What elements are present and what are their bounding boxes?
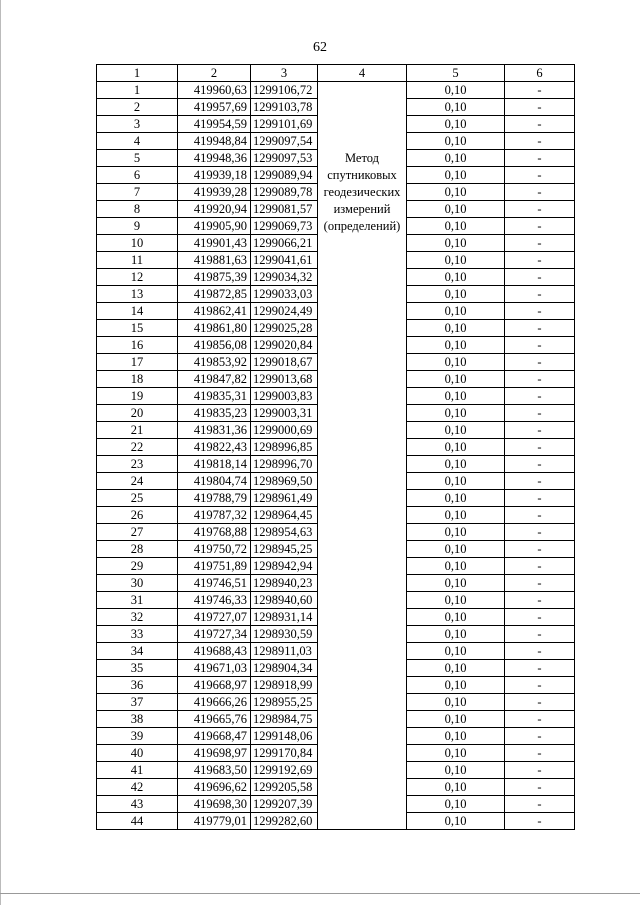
accuracy-cell: 0,10 [407, 133, 505, 150]
note-cell: - [505, 235, 575, 252]
accuracy-cell: 0,10 [407, 184, 505, 201]
accuracy-cell: 0,10 [407, 813, 505, 830]
accuracy-cell: 0,10 [407, 558, 505, 575]
point-number-cell: 42 [97, 779, 178, 796]
coordinates-table [96, 64, 575, 830]
point-number-cell: 25 [97, 490, 178, 507]
x-coordinate-cell: 419954,59 [178, 116, 251, 133]
y-coordinate-cell: 1299103,78 [251, 99, 318, 116]
note-cell: - [505, 762, 575, 779]
accuracy-cell: 0,10 [407, 150, 505, 167]
accuracy-cell: 0,10 [407, 490, 505, 507]
accuracy-cell: 0,10 [407, 320, 505, 337]
point-number-cell: 40 [97, 745, 178, 762]
x-coordinate-cell: 419666,26 [178, 694, 251, 711]
y-coordinate-cell: 1299089,78 [251, 184, 318, 201]
point-number-cell: 36 [97, 677, 178, 694]
header-cell-3: 3 [251, 65, 318, 82]
y-coordinate-cell: 1299041,61 [251, 252, 318, 269]
point-number-cell: 16 [97, 337, 178, 354]
accuracy-cell: 0,10 [407, 779, 505, 796]
point-number-cell: 23 [97, 456, 178, 473]
y-coordinate-cell: 1298961,49 [251, 490, 318, 507]
note-cell: - [505, 473, 575, 490]
note-cell: - [505, 507, 575, 524]
point-number-cell: 8 [97, 201, 178, 218]
point-number-cell: 39 [97, 728, 178, 745]
point-number-cell: 9 [97, 218, 178, 235]
scan-bottom-line [0, 893, 640, 894]
accuracy-cell: 0,10 [407, 303, 505, 320]
table-header-row [97, 65, 575, 82]
note-cell: - [505, 558, 575, 575]
x-coordinate-cell: 419853,92 [178, 354, 251, 371]
accuracy-cell: 0,10 [407, 592, 505, 609]
point-number-cell: 30 [97, 575, 178, 592]
y-coordinate-cell: 1299033,03 [251, 286, 318, 303]
y-coordinate-cell: 1298996,70 [251, 456, 318, 473]
note-cell: - [505, 439, 575, 456]
accuracy-cell: 0,10 [407, 286, 505, 303]
x-coordinate-cell: 419779,01 [178, 813, 251, 830]
accuracy-cell: 0,10 [407, 694, 505, 711]
x-coordinate-cell: 419872,85 [178, 286, 251, 303]
note-cell: - [505, 490, 575, 507]
method-text-line: спутниковых [327, 168, 397, 182]
x-coordinate-cell: 419818,14 [178, 456, 251, 473]
y-coordinate-cell: 1298940,23 [251, 575, 318, 592]
x-coordinate-cell: 419746,33 [178, 592, 251, 609]
page-number: 62 [313, 40, 327, 55]
x-coordinate-cell: 419960,63 [178, 82, 251, 99]
y-coordinate-cell: 1299003,83 [251, 388, 318, 405]
y-coordinate-cell: 1299025,28 [251, 320, 318, 337]
accuracy-cell: 0,10 [407, 388, 505, 405]
x-coordinate-cell: 419750,72 [178, 541, 251, 558]
accuracy-cell: 0,10 [407, 269, 505, 286]
point-number-cell: 35 [97, 660, 178, 677]
point-number-cell: 24 [97, 473, 178, 490]
note-cell: - [505, 711, 575, 728]
y-coordinate-cell: 1299089,94 [251, 167, 318, 184]
x-coordinate-cell: 419831,36 [178, 422, 251, 439]
note-cell: - [505, 626, 575, 643]
y-coordinate-cell: 1299034,32 [251, 269, 318, 286]
header-cell-6: 6 [505, 65, 575, 82]
accuracy-cell: 0,10 [407, 745, 505, 762]
note-cell: - [505, 320, 575, 337]
point-number-cell: 2 [97, 99, 178, 116]
point-number-cell: 20 [97, 405, 178, 422]
accuracy-cell: 0,10 [407, 626, 505, 643]
y-coordinate-cell: 1299024,49 [251, 303, 318, 320]
accuracy-cell: 0,10 [407, 201, 505, 218]
header-cell-5: 5 [407, 65, 505, 82]
accuracy-cell: 0,10 [407, 422, 505, 439]
note-cell: - [505, 99, 575, 116]
x-coordinate-cell: 419727,34 [178, 626, 251, 643]
x-coordinate-cell: 419939,18 [178, 167, 251, 184]
point-number-cell: 44 [97, 813, 178, 830]
header-cell-1: 1 [97, 65, 178, 82]
x-coordinate-cell: 419835,31 [178, 388, 251, 405]
note-cell: - [505, 150, 575, 167]
note-cell: - [505, 269, 575, 286]
note-cell: - [505, 303, 575, 320]
note-cell: - [505, 779, 575, 796]
y-coordinate-cell: 1298955,25 [251, 694, 318, 711]
point-number-cell: 4 [97, 133, 178, 150]
y-coordinate-cell: 1299069,73 [251, 218, 318, 235]
note-cell: - [505, 354, 575, 371]
accuracy-cell: 0,10 [407, 711, 505, 728]
x-coordinate-cell: 419698,97 [178, 745, 251, 762]
y-coordinate-cell: 1298964,45 [251, 507, 318, 524]
point-number-cell: 15 [97, 320, 178, 337]
accuracy-cell: 0,10 [407, 796, 505, 813]
method-text-line: Метод [344, 151, 380, 165]
accuracy-cell: 0,10 [407, 456, 505, 473]
accuracy-cell: 0,10 [407, 439, 505, 456]
note-cell: - [505, 728, 575, 745]
x-coordinate-cell: 419901,43 [178, 235, 251, 252]
y-coordinate-cell: 1298931,14 [251, 609, 318, 626]
y-coordinate-cell: 1299205,58 [251, 779, 318, 796]
point-number-cell: 29 [97, 558, 178, 575]
x-coordinate-cell: 419861,80 [178, 320, 251, 337]
accuracy-cell: 0,10 [407, 507, 505, 524]
note-cell: - [505, 609, 575, 626]
accuracy-cell: 0,10 [407, 82, 505, 99]
x-coordinate-cell: 419920,94 [178, 201, 251, 218]
point-number-cell: 5 [97, 150, 178, 167]
y-coordinate-cell: 1298911,03 [251, 643, 318, 660]
x-coordinate-cell: 419671,03 [178, 660, 251, 677]
note-cell: - [505, 218, 575, 235]
note-cell: - [505, 575, 575, 592]
note-cell: - [505, 252, 575, 269]
y-coordinate-cell: 1299000,69 [251, 422, 318, 439]
note-cell: - [505, 660, 575, 677]
point-number-cell: 21 [97, 422, 178, 439]
accuracy-cell: 0,10 [407, 609, 505, 626]
point-number-cell: 41 [97, 762, 178, 779]
note-cell: - [505, 388, 575, 405]
x-coordinate-cell: 419665,76 [178, 711, 251, 728]
method-text-line: геодезических [323, 185, 401, 199]
note-cell: - [505, 745, 575, 762]
note-cell: - [505, 694, 575, 711]
x-coordinate-cell: 419856,08 [178, 337, 251, 354]
y-coordinate-cell: 1299207,39 [251, 796, 318, 813]
point-number-cell: 14 [97, 303, 178, 320]
x-coordinate-cell: 419939,28 [178, 184, 251, 201]
point-number-cell: 33 [97, 626, 178, 643]
note-cell: - [505, 371, 575, 388]
accuracy-cell: 0,10 [407, 99, 505, 116]
method-text-line: измерений [333, 202, 391, 216]
y-coordinate-cell: 1298969,50 [251, 473, 318, 490]
x-coordinate-cell: 419787,32 [178, 507, 251, 524]
note-cell: - [505, 405, 575, 422]
header-cell-4: 4 [318, 65, 407, 82]
x-coordinate-cell: 419698,30 [178, 796, 251, 813]
note-cell: - [505, 592, 575, 609]
x-coordinate-cell: 419847,82 [178, 371, 251, 388]
y-coordinate-cell: 1299081,57 [251, 201, 318, 218]
accuracy-cell: 0,10 [407, 677, 505, 694]
x-coordinate-cell: 419862,41 [178, 303, 251, 320]
x-coordinate-cell: 419948,84 [178, 133, 251, 150]
point-number-cell: 12 [97, 269, 178, 286]
point-number-cell: 19 [97, 388, 178, 405]
x-coordinate-cell: 419822,43 [178, 439, 251, 456]
x-coordinate-cell: 419683,50 [178, 762, 251, 779]
y-coordinate-cell: 1299066,21 [251, 235, 318, 252]
note-cell: - [505, 796, 575, 813]
point-number-cell: 3 [97, 116, 178, 133]
point-number-cell: 27 [97, 524, 178, 541]
accuracy-cell: 0,10 [407, 473, 505, 490]
x-coordinate-cell: 419688,43 [178, 643, 251, 660]
point-number-cell: 10 [97, 235, 178, 252]
note-cell: - [505, 456, 575, 473]
x-coordinate-cell: 419768,88 [178, 524, 251, 541]
y-coordinate-cell: 1298940,60 [251, 592, 318, 609]
note-cell: - [505, 82, 575, 99]
accuracy-cell: 0,10 [407, 354, 505, 371]
table-body [97, 65, 575, 830]
point-number-cell: 7 [97, 184, 178, 201]
accuracy-cell: 0,10 [407, 235, 505, 252]
x-coordinate-cell: 419804,74 [178, 473, 251, 490]
method-cell [318, 82, 407, 830]
point-number-cell: 34 [97, 643, 178, 660]
x-coordinate-cell: 419696,62 [178, 779, 251, 796]
note-cell: - [505, 133, 575, 150]
point-number-cell: 32 [97, 609, 178, 626]
accuracy-cell: 0,10 [407, 218, 505, 235]
scan-left-edge [0, 0, 1, 905]
point-number-cell: 28 [97, 541, 178, 558]
x-coordinate-cell: 419668,97 [178, 677, 251, 694]
note-cell: - [505, 541, 575, 558]
y-coordinate-cell: 1299018,67 [251, 354, 318, 371]
accuracy-cell: 0,10 [407, 252, 505, 269]
point-number-cell: 26 [97, 507, 178, 524]
note-cell: - [505, 524, 575, 541]
y-coordinate-cell: 1299101,69 [251, 116, 318, 133]
note-cell: - [505, 201, 575, 218]
accuracy-cell: 0,10 [407, 728, 505, 745]
accuracy-cell: 0,10 [407, 660, 505, 677]
y-coordinate-cell: 1298930,59 [251, 626, 318, 643]
accuracy-cell: 0,10 [407, 405, 505, 422]
point-number-cell: 22 [97, 439, 178, 456]
y-coordinate-cell: 1298904,34 [251, 660, 318, 677]
note-cell: - [505, 813, 575, 830]
point-number-cell: 37 [97, 694, 178, 711]
accuracy-cell: 0,10 [407, 524, 505, 541]
x-coordinate-cell: 419788,79 [178, 490, 251, 507]
y-coordinate-cell: 1298945,25 [251, 541, 318, 558]
point-number-cell: 11 [97, 252, 178, 269]
note-cell: - [505, 677, 575, 694]
point-number-cell: 38 [97, 711, 178, 728]
y-coordinate-cell: 1298984,75 [251, 711, 318, 728]
point-number-cell: 17 [97, 354, 178, 371]
x-coordinate-cell: 419751,89 [178, 558, 251, 575]
y-coordinate-cell: 1299170,84 [251, 745, 318, 762]
accuracy-cell: 0,10 [407, 541, 505, 558]
y-coordinate-cell: 1299282,60 [251, 813, 318, 830]
point-number-cell: 6 [97, 167, 178, 184]
accuracy-cell: 0,10 [407, 762, 505, 779]
x-coordinate-cell: 419957,69 [178, 99, 251, 116]
table-row [97, 82, 575, 99]
accuracy-cell: 0,10 [407, 116, 505, 133]
y-coordinate-cell: 1299097,54 [251, 133, 318, 150]
note-cell: - [505, 643, 575, 660]
note-cell: - [505, 116, 575, 133]
y-coordinate-cell: 1298918,99 [251, 677, 318, 694]
accuracy-cell: 0,10 [407, 643, 505, 660]
accuracy-cell: 0,10 [407, 167, 505, 184]
accuracy-cell: 0,10 [407, 575, 505, 592]
note-cell: - [505, 422, 575, 439]
point-number-cell: 13 [97, 286, 178, 303]
y-coordinate-cell: 1298996,85 [251, 439, 318, 456]
method-text-line: (определений) [323, 219, 401, 233]
x-coordinate-cell: 419875,39 [178, 269, 251, 286]
point-number-cell: 18 [97, 371, 178, 388]
note-cell: - [505, 286, 575, 303]
y-coordinate-cell: 1298942,94 [251, 558, 318, 575]
y-coordinate-cell: 1299097,53 [251, 150, 318, 167]
x-coordinate-cell: 419948,36 [178, 150, 251, 167]
y-coordinate-cell: 1299148,06 [251, 728, 318, 745]
point-number-cell: 31 [97, 592, 178, 609]
y-coordinate-cell: 1299013,68 [251, 371, 318, 388]
x-coordinate-cell: 419746,51 [178, 575, 251, 592]
y-coordinate-cell: 1299192,69 [251, 762, 318, 779]
accuracy-cell: 0,10 [407, 371, 505, 388]
note-cell: - [505, 337, 575, 354]
note-cell: - [505, 184, 575, 201]
x-coordinate-cell: 419881,63 [178, 252, 251, 269]
accuracy-cell: 0,10 [407, 337, 505, 354]
point-number-cell: 1 [97, 82, 178, 99]
x-coordinate-cell: 419835,23 [178, 405, 251, 422]
x-coordinate-cell: 419727,07 [178, 609, 251, 626]
y-coordinate-cell: 1299020,84 [251, 337, 318, 354]
x-coordinate-cell: 419668,47 [178, 728, 251, 745]
point-number-cell: 43 [97, 796, 178, 813]
y-coordinate-cell: 1299106,72 [251, 82, 318, 99]
x-coordinate-cell: 419905,90 [178, 218, 251, 235]
note-cell: - [505, 167, 575, 184]
header-cell-2: 2 [178, 65, 251, 82]
y-coordinate-cell: 1298954,63 [251, 524, 318, 541]
y-coordinate-cell: 1299003,31 [251, 405, 318, 422]
